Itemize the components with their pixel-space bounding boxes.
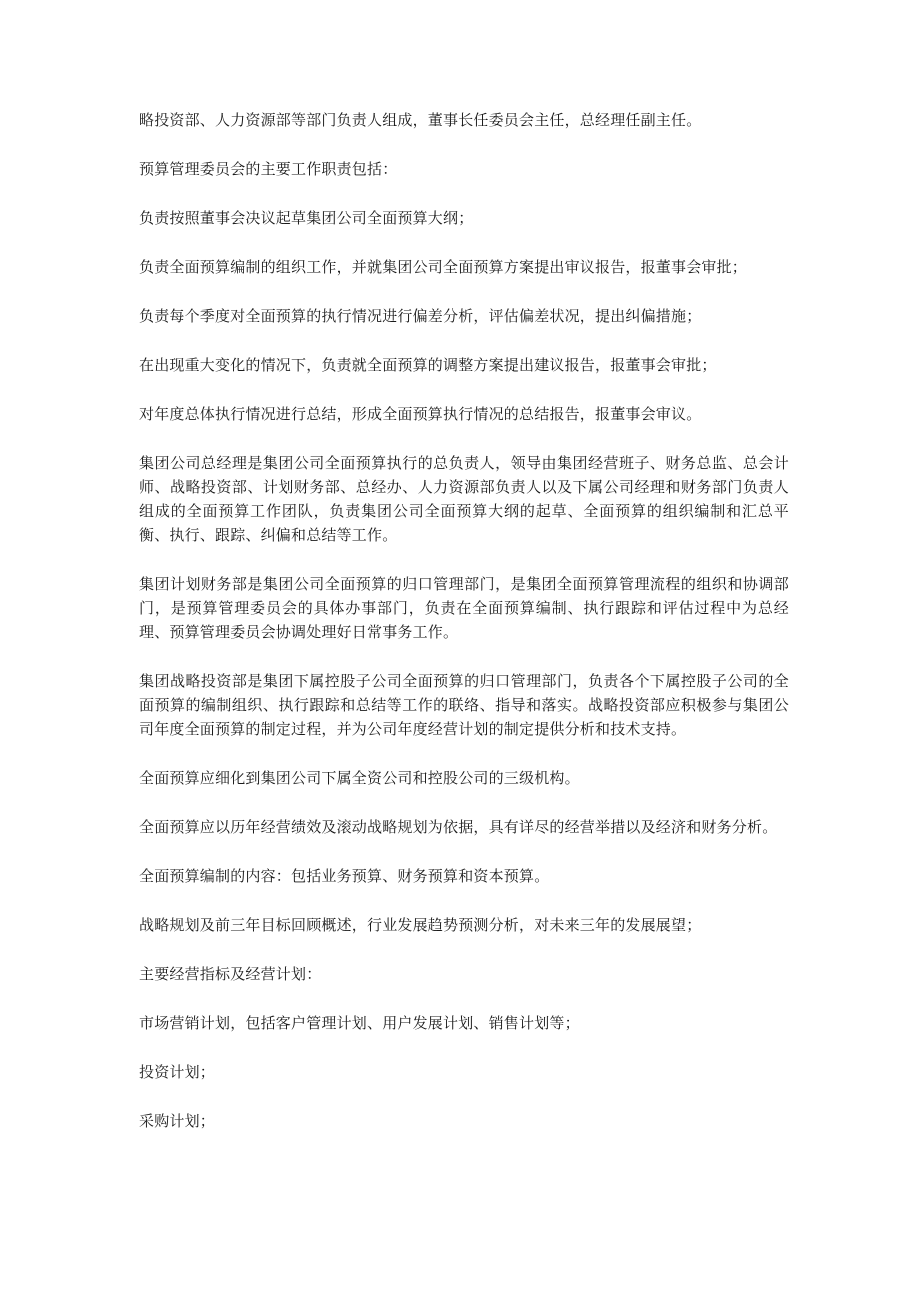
document-body bbox=[139, 108, 789, 1158]
paragraph: 集团计划财务部是集团公司全面预算的归口管理部门，是集团全面预算管理流程的组织和协调部门，是预算管理委员会的具体办事部门，负责在全面预算编制、执行跟踪和评估过程中为总经理、预算管理委员会协调处理好日常事务工作。 bbox=[139, 575, 789, 641]
paragraph: 负责每个季度对全面预算的执行情况进行偏差分析，评估偏差状况，提出纠偏措施； bbox=[139, 307, 702, 325]
paragraph: 采购计划； bbox=[139, 1112, 216, 1130]
paragraph: 负责全面预算编制的组织工作，并就集团公司全面预算方案提出审议报告，报董事会审批； bbox=[139, 258, 748, 276]
paragraph: 预算管理委员会的主要工作职责包括： bbox=[139, 160, 398, 178]
paragraph: 略投资部、人力资源部等部门负责人组成，董事长任委员会主任，总经理任副主任。 bbox=[139, 111, 702, 129]
paragraph: 负责按照董事会决议起草集团公司全面预算大纲； bbox=[139, 209, 474, 227]
paragraph: 对年度总体执行情况进行总结，形成全面预算执行情况的总结报告，报董事会审议。 bbox=[139, 405, 702, 423]
paragraph: 全面预算应细化到集团公司下属全资公司和控股公司的三级机构。 bbox=[139, 769, 580, 787]
paragraph: 全面预算应以历年经营绩效及滚动战略规划为依据，具有详尽的经营举措以及经济和财务分析。 bbox=[139, 818, 778, 836]
paragraph: 投资计划； bbox=[139, 1063, 216, 1081]
paragraph: 全面预算编制的内容：包括业务预算、财务预算和资本预算。 bbox=[139, 867, 550, 885]
paragraph: 市场营销计划，包括客户管理计划、用户发展计划、销售计划等； bbox=[139, 1014, 580, 1032]
paragraph: 集团战略投资部是集团下属控股子公司全面预算的归口管理部门，负责各个下属控股子公司的全面预算的编制组织、执行跟踪和总结等工作的联络、指导和落实。战略投资部应积极参与集团公司年度全面预算的制定过程，并为公司年度经营计划的制定提供分析和技术支持。 bbox=[139, 672, 789, 738]
paragraph: 在出现重大变化的情况下，负责就全面预算的调整方案提出建议报告，报董事会审批； bbox=[139, 356, 717, 374]
paragraph: 主要经营指标及经营计划： bbox=[139, 965, 322, 983]
paragraph: 集团公司总经理是集团公司全面预算执行的总负责人，领导由集团经营班子、财务总监、总会计师、战略投资部、计划财务部、总经办、人力资源部负责人以及下属公司经理和财务部门负责人组成的全面预算工作团队，负责集团公司全面预算大纲的起草、全面预算的组织编制和汇总平衡、执行、跟踪、纠偏和总结等工作。 bbox=[139, 454, 789, 544]
paragraph: 战略规划及前三年目标回顾概述，行业发展趋势预测分析，对未来三年的发展展望； bbox=[139, 916, 702, 934]
